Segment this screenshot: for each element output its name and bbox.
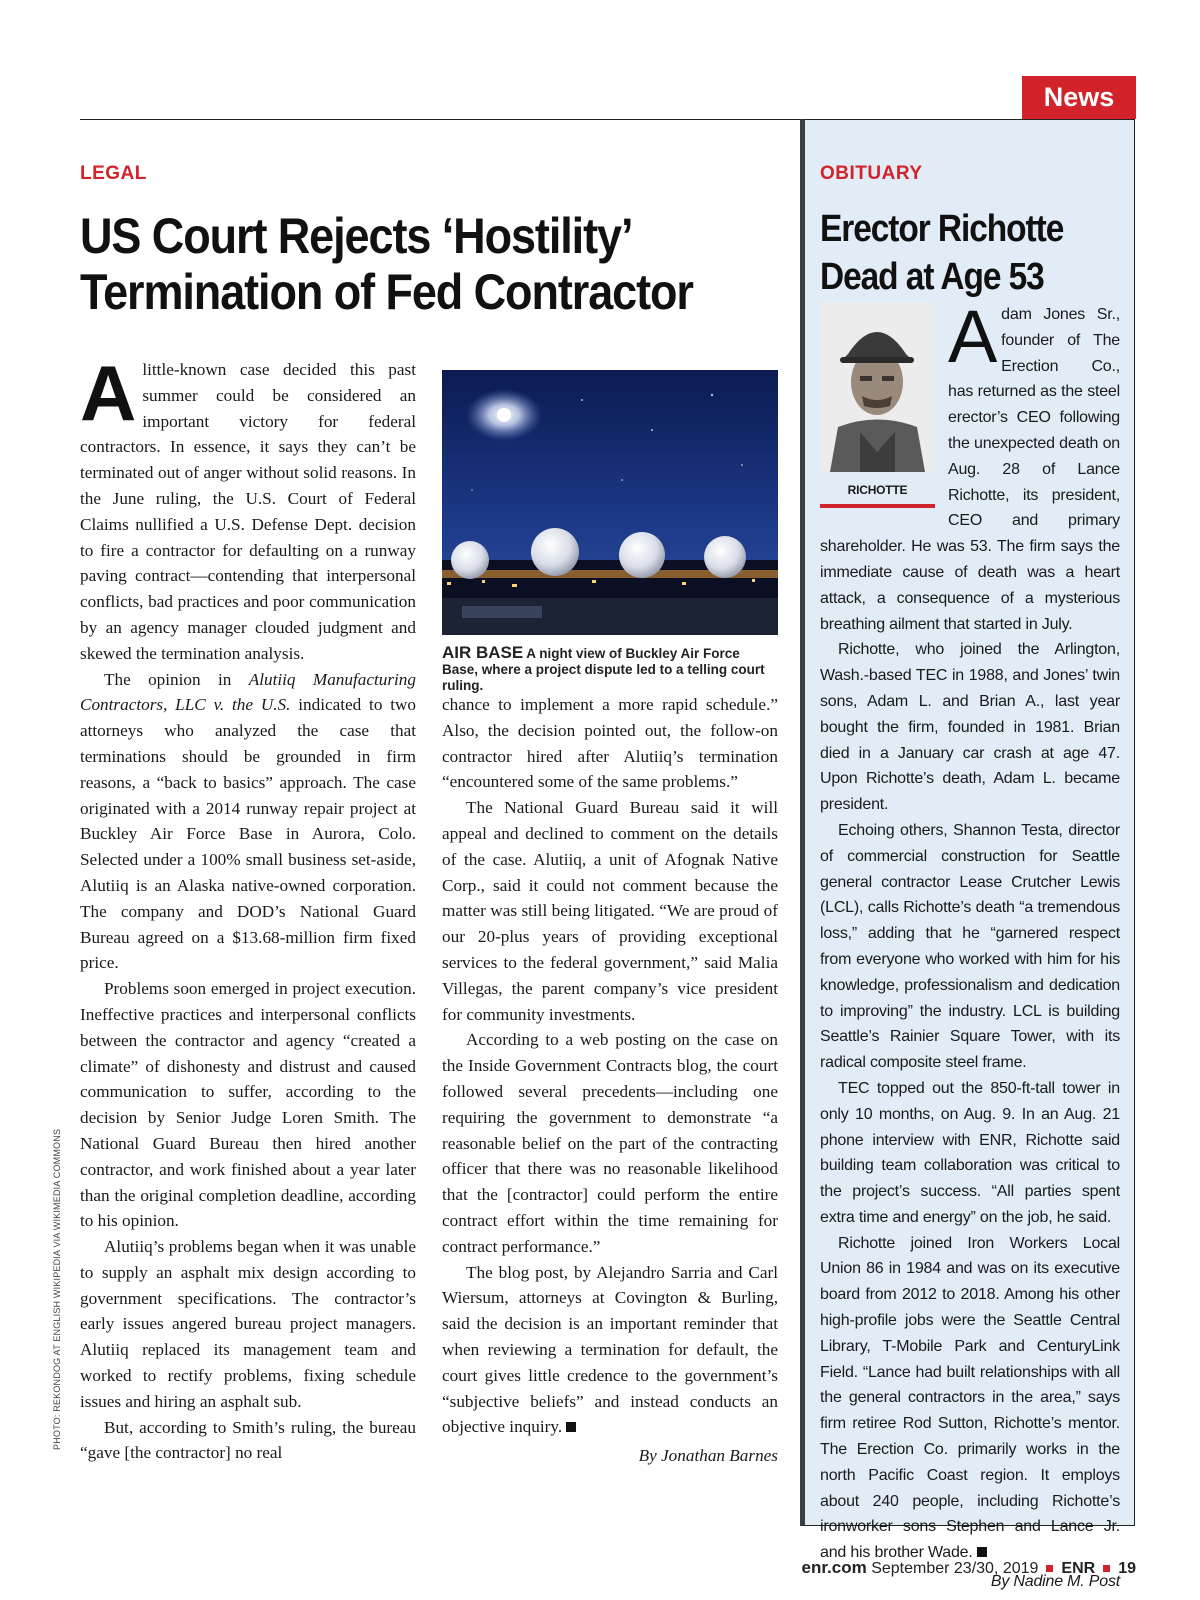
top-rule xyxy=(80,119,800,120)
main-column-1 xyxy=(80,349,416,1466)
caption-text: A night view of Buckley Air Force Base, where a project dispute led to a telling court ruling. xyxy=(442,646,765,693)
air-base-photo xyxy=(442,370,778,635)
main-paragraph-2: The opinion in Alutiiq Manufacturing Contractors, LLC v. the U.S. indicated to two attorneys who analyzed the case that terminations should be grounded in firm reasons, a “back to basics” approach. The case originated with a 2014 runway repair project at Buckley Air Force Base in Aurora, Colo. Selected under a 100% small business set-aside, Alutiiq is an Alaska native-owned corporation. The company and DOD’s National Guard Bureau agreed on a $13.68-million firm fixed price. xyxy=(80,669,416,973)
footer-site: enr.com xyxy=(801,1558,867,1577)
caption-lead: AIR BASE xyxy=(442,643,524,662)
photo-credit: PHOTO: REKONDOG AT ENGLISH WIKIPEDIA VIA WIKIMEDIA COMMONS xyxy=(52,1128,62,1450)
portrait-caption: RICHOTTE xyxy=(847,483,908,497)
main-column-2 xyxy=(442,692,778,1469)
sidebar-end-mark xyxy=(977,1547,987,1557)
main-kicker: LEGAL xyxy=(80,163,147,184)
main-paragraph-5: But, according to Smith’s ruling, the bureau “gave [the contractor] no real xyxy=(80,1417,416,1463)
footer-brand: ENR xyxy=(1061,1560,1096,1577)
richotte-portrait xyxy=(820,302,935,514)
col2-paragraph-1: chance to implement a more rapid schedule.” Also, the decision pointed out, the follow-on contractor hired after Alutiiq’s termination “encountered some of the same problems.” xyxy=(442,695,778,792)
sidebar-paragraph-5: Richotte joined Iron Workers Local Union 86 in 1984 and was on its executive board from 2012 to 2018. Among his other high-profile jobs were the Seattle Central Library, T-Mobile Park and CenturyLink Field. “Lance had built relationships with all the general contractors in the area,” says firm retiree Rod Sutton, Richotte’s mentor. The Erection Co. primarily works in the north Pacific Coast region. It employs about 240 people, including Richotte’s ironworker sons Stephen and Lance Jr. and his brother Wade. xyxy=(820,1234,1120,1562)
portrait-rule xyxy=(820,504,935,508)
page-footer xyxy=(802,1558,1136,1578)
col2-paragraph-3: According to a web posting on the case on the Inside Government Contracts blog, the court followed several precedents—including one requiring the government to demonstrate “a reasonable belief on the part of the contracting officer that there was no reasonable likelihood that the [contractor] could perform the entire contract effort within the time remaining for contract performance.” xyxy=(442,1030,778,1256)
sidebar-dropcap: A xyxy=(948,295,998,378)
sidebar-byline: By Nadine M. Post xyxy=(990,1573,1120,1591)
sidebar-paragraph-4: TEC topped out the 850-ft-tall tower in only 10 months, on Aug. 9. In an Aug. 21 phone interview with ENR, Richotte said building team collaboration was critical to the project’s success. “All parties spent extra time and energy” on the job, he said. xyxy=(820,1079,1120,1226)
end-mark xyxy=(566,1422,576,1432)
footer-date: September 23/30, 2019 xyxy=(871,1560,1039,1577)
sidebar-paragraph-1: Adam Jones Sr., founder of The Erection Co., has returned as the steel erector’s CEO following the unexpected death on Aug. 28 of Lance Richotte, its president, CEO and primary shareholder. He was 53. The firm says the immediate cause of death was a heart attack, a consequence of a mysterious breathing ailment that started in July. xyxy=(820,295,1120,633)
main-paragraph-3: Problems soon emerged in project execution. Ineffective practices and interpersonal conflicts between the contractor and agency “created a climate” of dishonesty and distrust and caused communication to suffer, according to the decision by Senior Judge Loren Smith. The National Guard Bureau then hired another contractor, and work finished about a year later than the original completion deadline, according to his opinion. xyxy=(80,979,416,1231)
sidebar-headline: Erector Richotte Dead at Age 53 xyxy=(820,208,1064,298)
sidebar-paragraph-2: Richotte, who joined the Arlington, Wash.-based TEC in 1988, and Jones’ twin sons, Adam L. and Brian A., last year bought the firm, founded in 1981. Brian died in a January car crash at age 47. Upon Richotte’s death, Adam L. became president. xyxy=(820,641,1120,814)
main-headline: US Court Rejects ‘Hostility’ Termination of Fed Contractor xyxy=(80,208,693,320)
sidebar-text xyxy=(820,295,1120,1595)
col2-paragraph-2: The National Guard Bureau said it will appeal and declined to comment on the details of the case. Alutiiq, a unit of Afognak Native Corp., said it could not comment because the matter was still being litigated. “We are proud of our 20-plus years of providing exceptional services to the federal government,” said Malia Villegas, the parent company’s vice president for community investments. xyxy=(442,798,778,1024)
page-number: 19 xyxy=(1118,1560,1136,1577)
photo-caption xyxy=(442,645,778,694)
main-byline: By Jonathan Barnes xyxy=(638,1446,778,1466)
sidebar-kicker: OBITUARY xyxy=(820,163,923,184)
sidebar-paragraph-3: Echoing others, Shannon Testa, director of commercial construction for Seattle general contractor Lease Crutcher Lewis (LCL), calls Richotte’s death “a tremendous loss,” adding that he “garnered respect from everyone who worked with him for his knowledge, professionalism and dedication to improving” the industry. LCL is building Seattle’s Rainier Square Tower, with its radical composite steel frame. xyxy=(820,821,1120,1072)
case-name: Alutiiq Manufacturing Contractors, LLC v. the U.S. xyxy=(80,669,416,715)
footer-divider xyxy=(1046,1565,1053,1572)
section-tab: News xyxy=(1022,76,1136,119)
portrait-photo xyxy=(820,302,935,472)
main-paragraph-1: Alittle-known case decided this past summer could be considered an important victory for federal contractors. In essence, it says they can’t be terminated out of anger without solid reasons. In the June ruling, the U.S. Court of Federal Claims nullified a U.S. Defense Dept. decision to fire a contractor for defaulting on a runway paving contract—contending that interpersonal conflicts, bad practices and poor communication by an agency manager clouded judgment and skewed the termination analysis. xyxy=(80,349,416,663)
main-paragraph-4: Alutiiq’s problems began when it was unable to supply an asphalt mix design according to government specifications. The contractor’s early issues angered bureau project managers. Alutiiq replaced its management team and worked to rectify problems, fixing schedule issues and hiring an asphalt sub. xyxy=(80,1237,416,1411)
footer-divider xyxy=(1103,1565,1110,1572)
main-dropcap: A xyxy=(80,349,137,437)
col2-paragraph-4: The blog post, by Alejandro Sarria and Carl Wiersum, attorneys at Covington & Burling, said the decision is an important reminder that when reviewing a termination for default, the court gives little credence to the government’s “subjective beliefs” and instead conducts an objective inquiry. xyxy=(442,1262,778,1437)
